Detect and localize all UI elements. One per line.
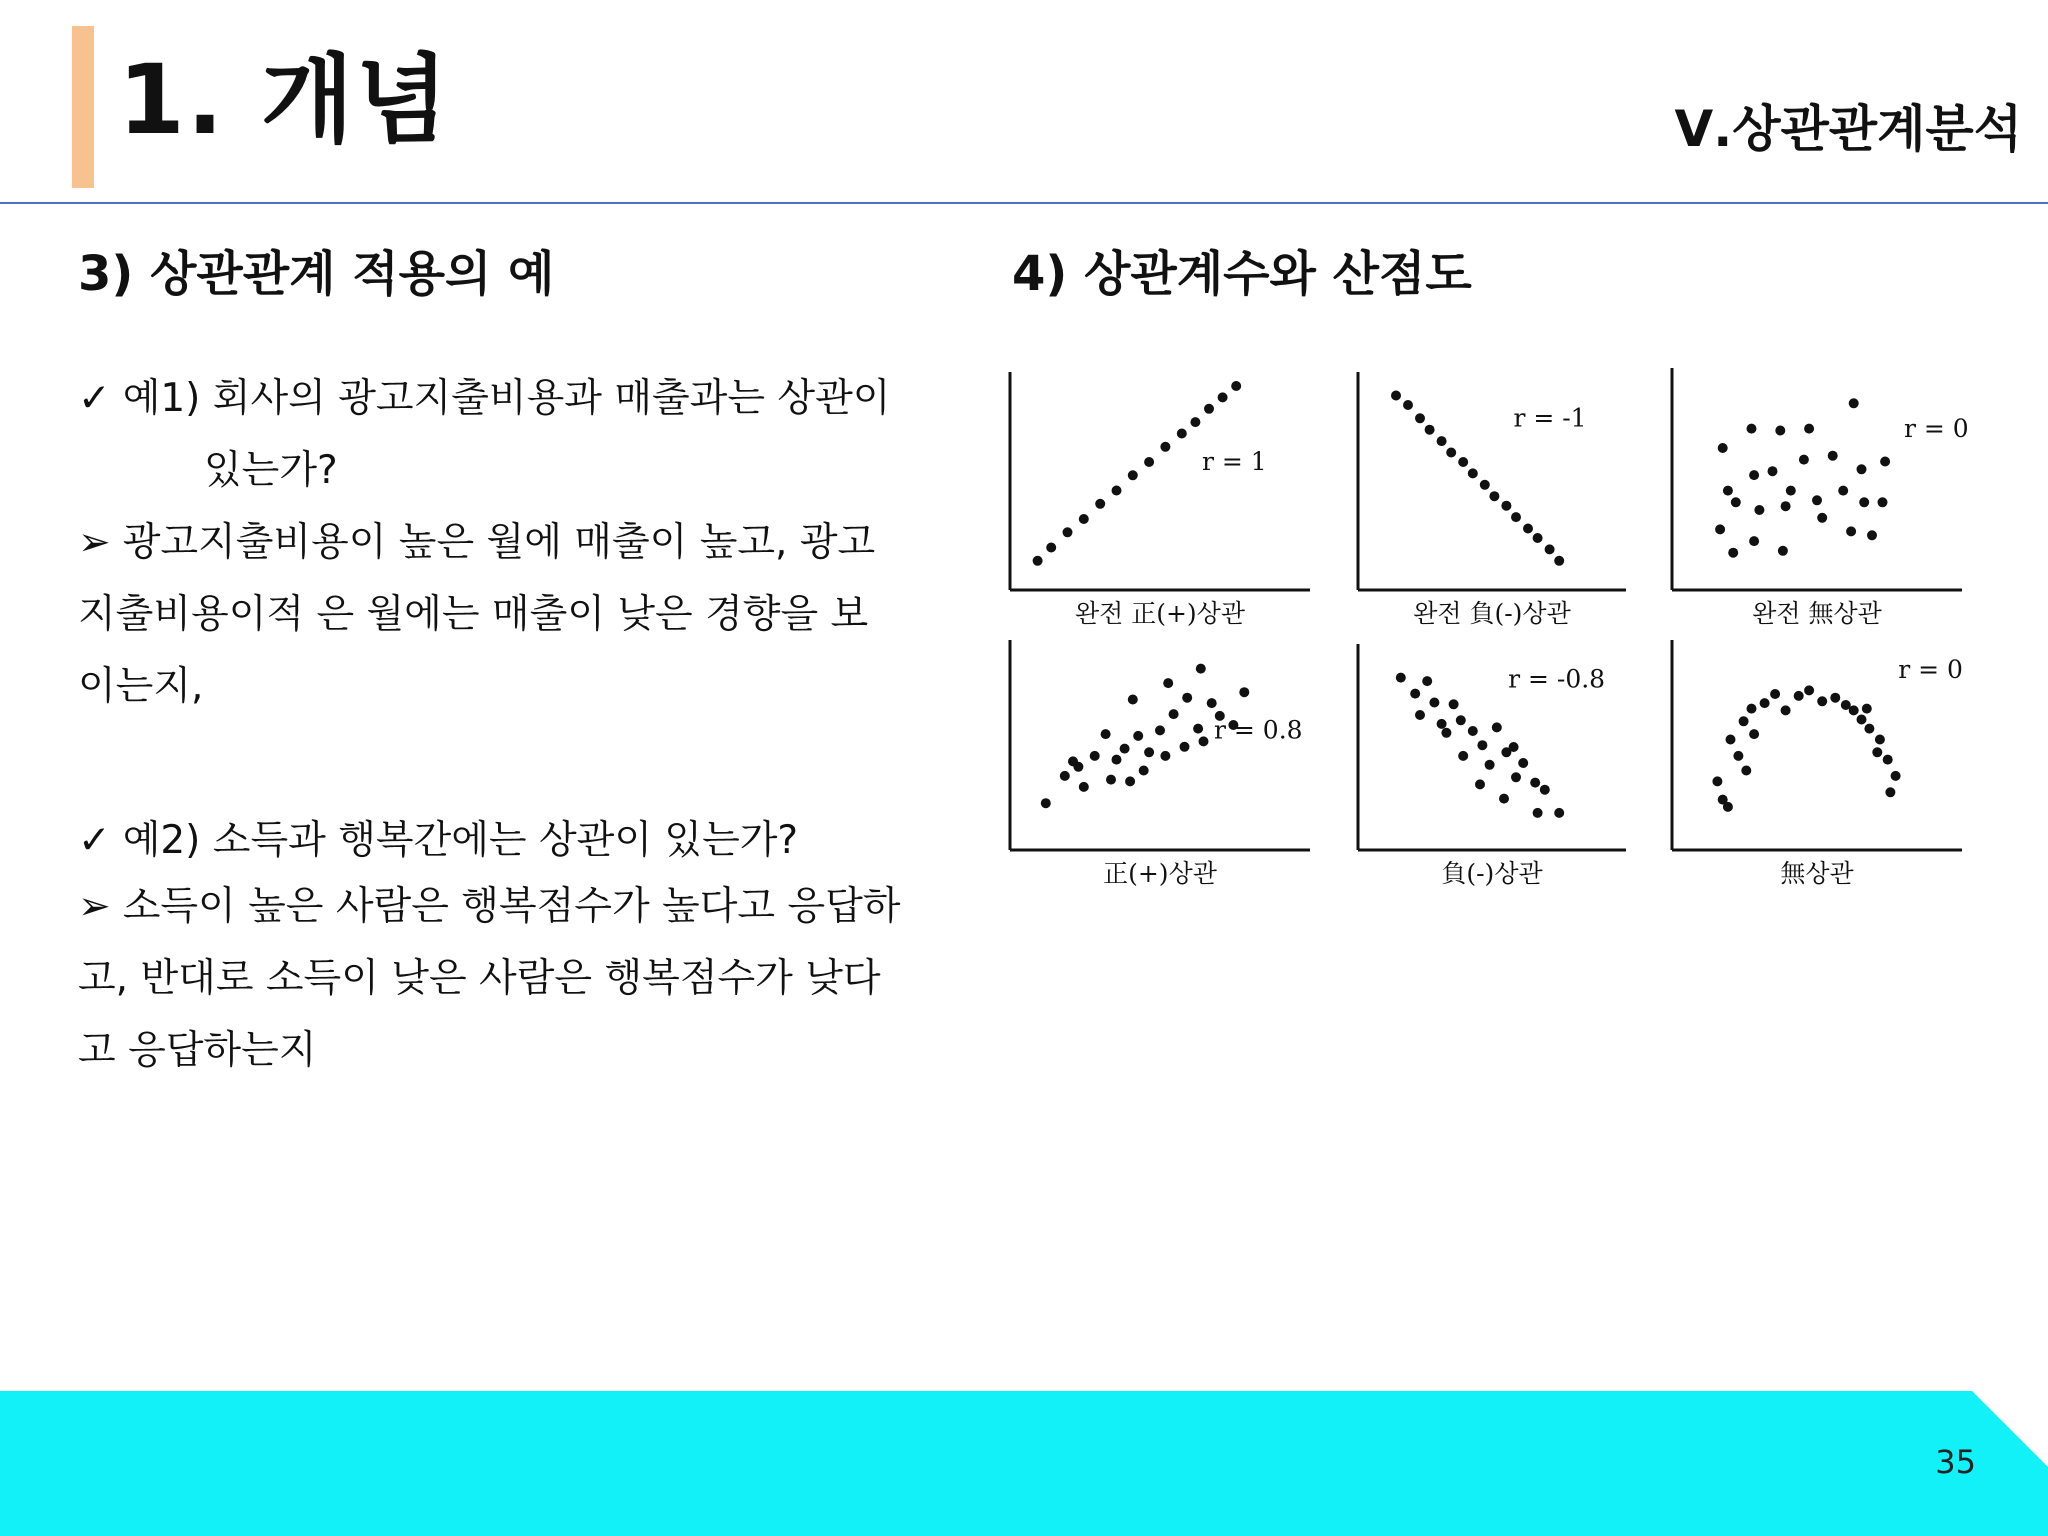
data-point <box>1033 556 1043 566</box>
correlation-coefficient-label: r = 0.8 <box>1214 715 1303 745</box>
data-point <box>1830 693 1840 703</box>
data-point <box>1760 698 1770 708</box>
data-point <box>1425 425 1435 435</box>
data-point <box>1120 744 1130 754</box>
data-point <box>1533 533 1543 543</box>
data-point <box>1207 698 1217 708</box>
data-point <box>1190 417 1200 427</box>
data-point <box>1125 776 1135 786</box>
example-1-answer <box>78 520 875 567</box>
scatter-panel-3 <box>1672 368 1969 628</box>
data-point <box>1046 543 1056 553</box>
data-point <box>1781 501 1791 511</box>
data-point <box>1723 802 1733 812</box>
data-point <box>1106 775 1116 785</box>
data-point <box>1060 771 1070 781</box>
data-point <box>1804 685 1814 695</box>
data-point <box>1410 689 1420 699</box>
footer-band <box>0 1391 2048 1536</box>
panel-caption: 완전 無상관 <box>1752 599 1882 628</box>
data-point <box>1864 724 1874 734</box>
data-point <box>1239 687 1249 697</box>
data-point <box>1747 704 1757 714</box>
data-point <box>1747 424 1757 434</box>
data-point <box>1437 719 1447 729</box>
data-point <box>1786 486 1796 496</box>
data-point <box>1530 778 1540 788</box>
data-point <box>1733 751 1743 761</box>
data-point <box>1794 691 1804 701</box>
data-point <box>1878 497 1888 507</box>
data-point <box>1799 455 1809 465</box>
check-mark-icon: ✓ <box>78 818 111 863</box>
data-point <box>1458 751 1468 761</box>
data-point <box>1554 808 1564 818</box>
correlation-coefficient-label: r = -0.8 <box>1508 664 1606 694</box>
data-point <box>1718 443 1728 453</box>
data-point <box>1068 756 1078 766</box>
data-point <box>1554 556 1564 566</box>
data-point <box>1846 526 1856 536</box>
data-point <box>1511 772 1521 782</box>
data-point <box>1741 766 1751 776</box>
data-point <box>1041 798 1051 808</box>
example-2-answer-line-1: 소득이 높은 사람은 행복점수가 높다고 응답하 <box>122 884 901 929</box>
scatter-panel-4 <box>1010 640 1310 888</box>
page-number: 35 <box>1935 1443 1976 1481</box>
scatter-panel-1 <box>1010 372 1310 628</box>
data-point <box>1518 758 1528 768</box>
data-point <box>1485 760 1495 770</box>
page-title: 1. 개념 <box>118 44 451 156</box>
data-point <box>1396 673 1406 683</box>
data-point <box>1128 470 1138 480</box>
example-1-line-1: 예1) 회사의 광고지출비용과 매출과는 상관이 <box>122 376 891 421</box>
data-point <box>1458 457 1468 467</box>
data-point <box>1415 710 1425 720</box>
data-point <box>1180 742 1190 752</box>
data-point <box>1160 751 1170 761</box>
data-point <box>1449 699 1459 709</box>
data-point <box>1204 404 1214 414</box>
data-point <box>1063 527 1073 537</box>
data-point <box>1523 524 1533 534</box>
arrowhead-bullet-icon: ➢ <box>78 520 111 565</box>
data-point <box>1144 747 1154 757</box>
data-point <box>1857 464 1867 474</box>
section-heading-examples: 3) 상관관계 적용의 예 <box>78 246 555 302</box>
data-point <box>1828 451 1838 461</box>
data-point <box>1468 726 1478 736</box>
panel-caption: 正(+)상관 <box>1103 859 1217 888</box>
data-point <box>1456 715 1466 725</box>
correlation-coefficient-label: r = -1 <box>1513 403 1587 433</box>
data-point <box>1749 470 1759 480</box>
data-point <box>1731 497 1741 507</box>
data-point <box>1817 513 1827 523</box>
data-point <box>1415 413 1425 423</box>
data-point <box>1101 729 1111 739</box>
correlation-coefficient-label: r = 0 <box>1898 654 1963 684</box>
scatter-panel-5 <box>1358 644 1626 888</box>
data-point <box>1501 501 1511 511</box>
data-point <box>1885 787 1895 797</box>
example-1-question <box>78 376 890 423</box>
data-point <box>1079 782 1089 792</box>
data-point <box>1489 491 1499 501</box>
data-point <box>1095 499 1105 509</box>
data-point <box>1112 486 1122 496</box>
data-point <box>1770 689 1780 699</box>
data-point <box>1499 794 1509 804</box>
data-point <box>1804 424 1814 434</box>
data-point <box>1891 771 1901 781</box>
data-point <box>1775 426 1785 436</box>
header-divider <box>0 202 2048 204</box>
data-point <box>1480 480 1490 490</box>
data-point <box>1468 468 1478 478</box>
data-point <box>1540 785 1550 795</box>
data-point <box>1715 524 1725 534</box>
data-point <box>1437 436 1447 446</box>
data-point <box>1128 695 1138 705</box>
data-point <box>1133 731 1143 741</box>
data-point <box>1163 678 1173 688</box>
check-mark-icon: ✓ <box>78 376 111 421</box>
data-point <box>1422 676 1432 686</box>
data-point <box>1867 530 1877 540</box>
panel-caption: 無상관 <box>1780 859 1854 888</box>
data-point <box>1155 725 1165 735</box>
data-point <box>1883 755 1893 765</box>
data-point <box>1144 457 1154 467</box>
panel-caption: 완전 負(-)상관 <box>1413 599 1571 628</box>
correlation-coefficient-label: r = 1 <box>1202 447 1267 477</box>
data-point <box>1728 548 1738 558</box>
data-point <box>1817 696 1827 706</box>
data-point <box>1880 457 1890 467</box>
data-point <box>1182 693 1192 703</box>
data-point <box>1193 724 1203 734</box>
data-point <box>1723 486 1733 496</box>
data-point <box>1475 779 1485 789</box>
data-point <box>1857 715 1867 725</box>
data-point <box>1199 736 1209 746</box>
data-point <box>1446 448 1456 458</box>
example-1-answer-line-2: 지출비용이적 은 월에는 매출이 낮은 경향을 보 <box>78 592 869 637</box>
panel-caption: 負(-)상관 <box>1441 859 1543 888</box>
data-point <box>1812 495 1822 505</box>
scatter-panel-6 <box>1672 640 1963 888</box>
data-point <box>1231 381 1241 391</box>
data-point <box>1781 705 1791 715</box>
panel-caption: 완전 正(+)상관 <box>1074 599 1246 628</box>
data-point <box>1112 755 1122 765</box>
example-1-answer-line-1: 광고지출비용이 높은 월에 매출이 높고, 광고 <box>122 520 876 565</box>
data-point <box>1749 729 1759 739</box>
data-point <box>1862 704 1872 714</box>
data-point <box>1749 536 1759 546</box>
example-2-answer-line-2: 고, 반대로 소득이 낮은 사람은 행복점수가 낮다 <box>78 956 881 1001</box>
data-point <box>1545 544 1555 554</box>
data-point <box>1090 751 1100 761</box>
data-point <box>1838 486 1848 496</box>
data-point <box>1477 740 1487 750</box>
example-2-question <box>78 818 798 865</box>
example-2-answer-line-3: 고 응답하는지 <box>78 1028 317 1073</box>
data-point <box>1403 400 1413 410</box>
data-point <box>1429 698 1439 708</box>
scatter-plot-grid <box>1004 360 1984 900</box>
data-point <box>1849 398 1859 408</box>
data-point <box>1849 705 1859 715</box>
data-point <box>1169 709 1179 719</box>
data-point <box>1511 512 1521 522</box>
data-point <box>1391 391 1401 401</box>
data-point <box>1712 776 1722 786</box>
data-point <box>1533 808 1543 818</box>
data-point <box>1509 742 1519 752</box>
example-2-answer <box>78 884 900 931</box>
scatter-panel-2 <box>1358 372 1626 628</box>
data-point <box>1739 716 1749 726</box>
data-point <box>1768 466 1778 476</box>
data-point <box>1441 728 1451 738</box>
title-accent-bar <box>72 26 94 188</box>
data-point <box>1177 429 1187 439</box>
arrowhead-bullet-icon: ➢ <box>78 884 111 929</box>
data-point <box>1218 392 1228 402</box>
data-point <box>1079 514 1089 524</box>
example-1-line-2: 있는가? <box>204 448 338 493</box>
chapter-label: Ⅴ.상관관계분석 <box>1674 100 2022 158</box>
data-point <box>1726 735 1736 745</box>
data-point <box>1160 442 1170 452</box>
data-point <box>1196 664 1206 674</box>
data-point <box>1875 735 1885 745</box>
example-2-line-1: 예2) 소득과 행복간에는 상관이 있는가? <box>122 818 799 863</box>
data-point <box>1492 722 1502 732</box>
data-point <box>1872 747 1882 757</box>
data-point <box>1859 497 1869 507</box>
section-heading-scatter: 4) 상관계수와 산점도 <box>1012 246 1472 302</box>
correlation-coefficient-label: r = 0 <box>1904 413 1969 443</box>
data-point <box>1754 505 1764 515</box>
data-point <box>1778 546 1788 556</box>
data-point <box>1139 766 1149 776</box>
example-1-answer-line-3: 이는지, <box>78 664 204 709</box>
